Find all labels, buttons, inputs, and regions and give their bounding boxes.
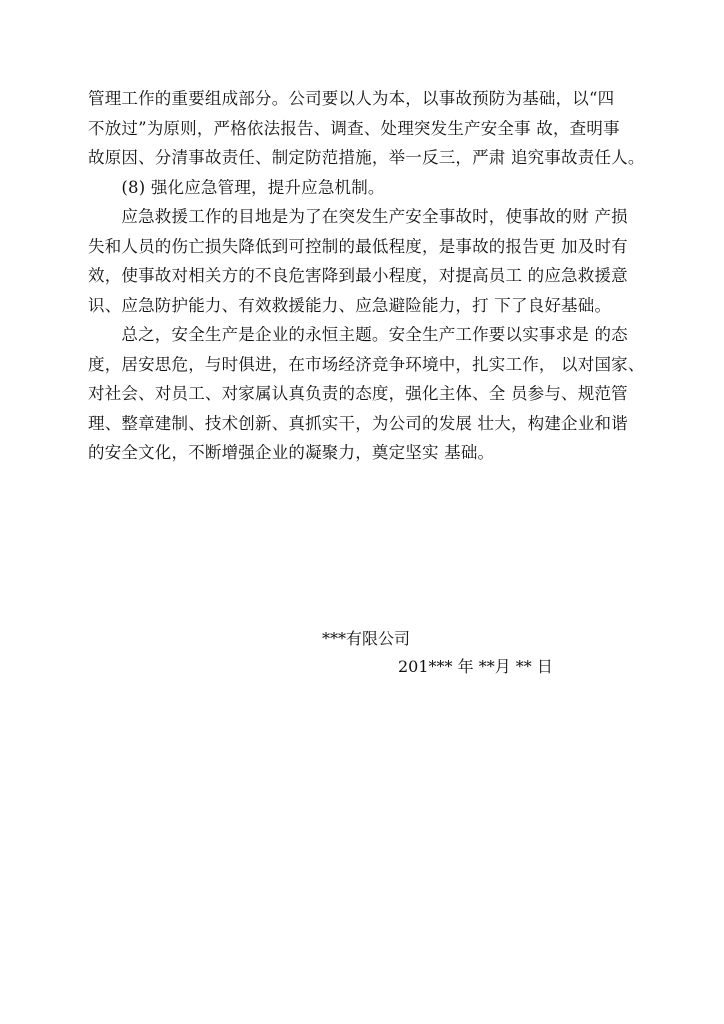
text-line: 效，使事故对相关方的不良危害降到最小程度，对提高员工 的应急救援意 bbox=[88, 266, 628, 285]
text-line: 失和人员的伤亡损失降低到可控制的最低程度，是事故的报告更 加及时有 bbox=[88, 236, 628, 256]
text-line: 应急救援工作的目地是为了在突发生产安全事故时，使事故的财 产损 bbox=[88, 207, 628, 226]
body-text bbox=[88, 84, 668, 468]
text-line: 理、整章建制、技术创新、真抓实干，为公司的发展 壮大，构建企业和谐 bbox=[88, 413, 628, 433]
text-line: 识、应急防护能力、有效救援能力、应急避险能力，打 下了良好基础。 bbox=[88, 295, 612, 315]
text-line: 总之，安全生产是企业的永恒主题。安全生产工作要以实事求是 的态 bbox=[88, 325, 628, 344]
signature-company: ***有限公司 bbox=[322, 629, 411, 648]
text-line: 不放过”为原则，严格依法报告、调查、处理突发生产安全事 故，查明事 bbox=[88, 118, 620, 138]
text-line: 的安全文化，不断增强企业的凝聚力，奠定坚实 基础。 bbox=[88, 443, 495, 462]
text-line: 故原因、分清事故责任、制定防范措施，举一反三，严肃 追究事故责任人。 bbox=[88, 148, 645, 167]
section-heading: (8) 强化应急管理，提升应急机制。 bbox=[88, 177, 385, 197]
text-line: 管理工作的重要组成部分。公司要以人为本，以事故预防为基础，以“四 bbox=[88, 89, 615, 108]
text-line: 度，居安思危，与时俱进，在市场经济竞争环境中，扎实工作， 以对国家、 bbox=[88, 354, 645, 374]
text-line: 对社会、对员工、对家属认真负责的态度，强化主体、全 员参与、规范管 bbox=[88, 384, 628, 403]
signature-date: 201*** 年 **月 ** 日 bbox=[398, 657, 553, 676]
